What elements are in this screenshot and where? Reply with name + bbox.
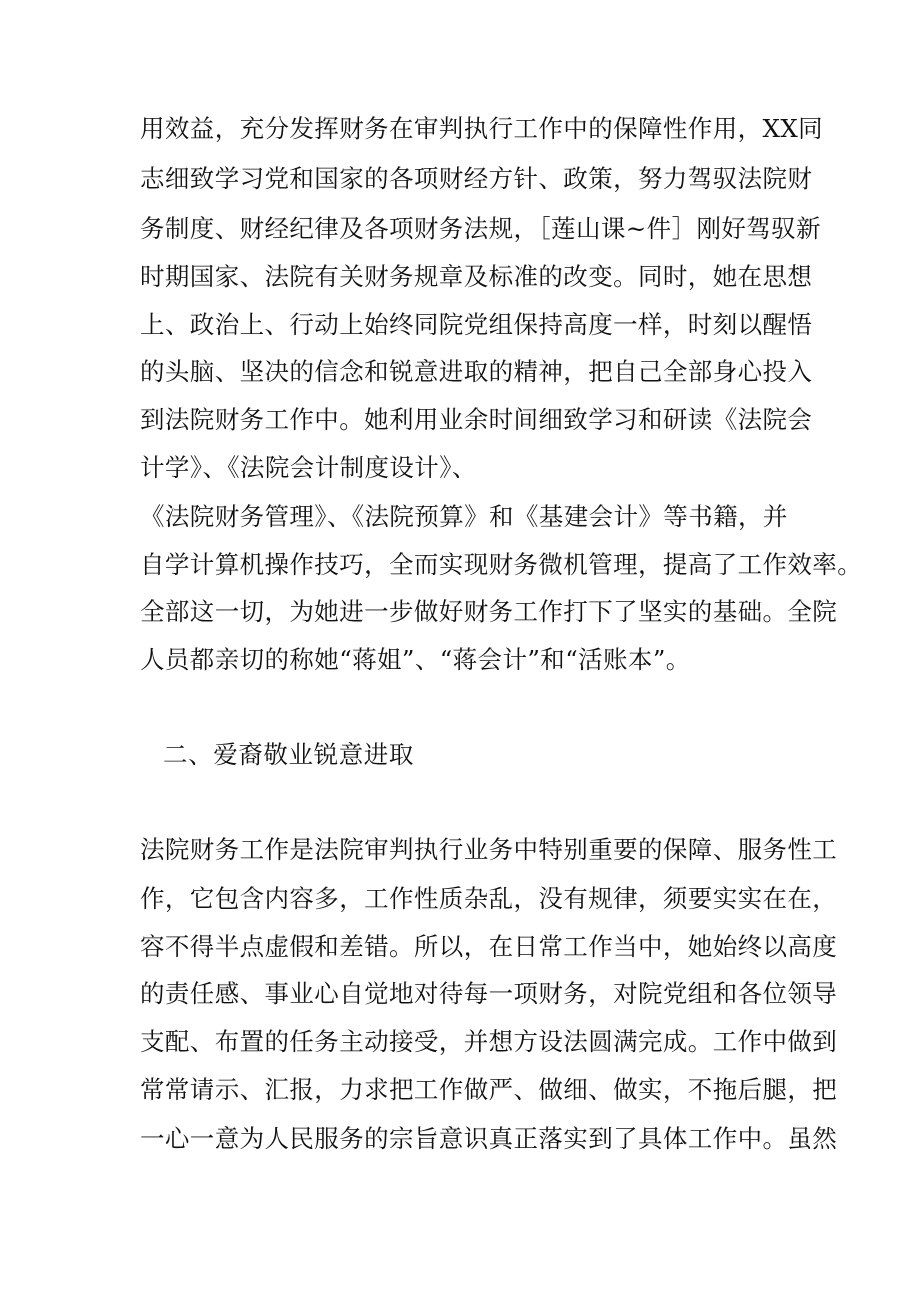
paragraph1-line-1: 用效益，充分发挥财务在审判执行工作中的保障性作用，XX同 xyxy=(140,114,824,143)
paragraph1-line-2: 志细致学习党和国家的各项财经方针、政策，努力驾驭法院财 xyxy=(140,164,813,193)
paragraph2-line-2: 作，它包含内容多，工作性质杂乱，没有规律，须要实实在在， xyxy=(140,884,838,913)
paragraph2-line-7: 一心一意为人民服务的宗旨意识真正落实到了具体工作中。虽然 xyxy=(140,1124,838,1153)
paragraph1-line-12: 人员都亲切的称她“蒋姐”、“蒋会计”和“活账本”。 xyxy=(140,645,691,674)
section-heading: 二、爱裔敬业锐意进取 xyxy=(163,740,414,769)
paragraph2-line-6: 常常请示、汇报，力求把工作做严、做细、做实，不拖后腿，把 xyxy=(140,1075,838,1104)
paragraph1-line-5: 上、政治上、行动上始终同院党组保持高度一样，时刻以醒悟 xyxy=(140,310,813,339)
paragraph2-line-3: 容不得半点虚假和差错。所以，在日常工作当中，她始终以高度 xyxy=(140,932,838,961)
paragraph1-line-3: 务制度、财经纪律及各项财务法规，［莲山课~件］刚好驾驭新 xyxy=(140,214,821,243)
paragraph2-line-1: 法院财务工作是法院审判执行业务中特别重要的保障、服务性工 xyxy=(140,835,838,864)
paragraph2-line-4: 的责任感、事业心自觉地对待每一项财务，对院党组和各位领导 xyxy=(140,979,838,1008)
paragraph1-line-4: 时期国家、法院有关财务规章及标准的改变。同时，她在思想 xyxy=(140,262,813,291)
paragraph1-line-8: 计学》、《法院会计制度设计》、 xyxy=(140,453,477,482)
paragraph1-line-6: 的头脑、坚决的信念和锐意进取的精神，把自己全部身心投入 xyxy=(140,357,813,386)
paragraph1-line-7: 到法院财务工作中。她利用业余时间细致学习和研读《法院会 xyxy=(140,405,813,434)
paragraph2-line-5: 支配、布置的任务主动接受，并想方设法圆满完成。工作中做到 xyxy=(140,1027,838,1056)
paragraph1-line-10: 自学计算机操作技巧，全而实现财务微机管理，提高了工作效率。 xyxy=(140,550,863,579)
paragraph1-line-11: 全部这一切，为她进一步做好财务工作打下了坚实的基础。全院 xyxy=(140,597,838,626)
paragraph1-line-9: 《法院财务管理》、《法院预算》和《基建会计》等书籍，并 xyxy=(140,502,788,531)
